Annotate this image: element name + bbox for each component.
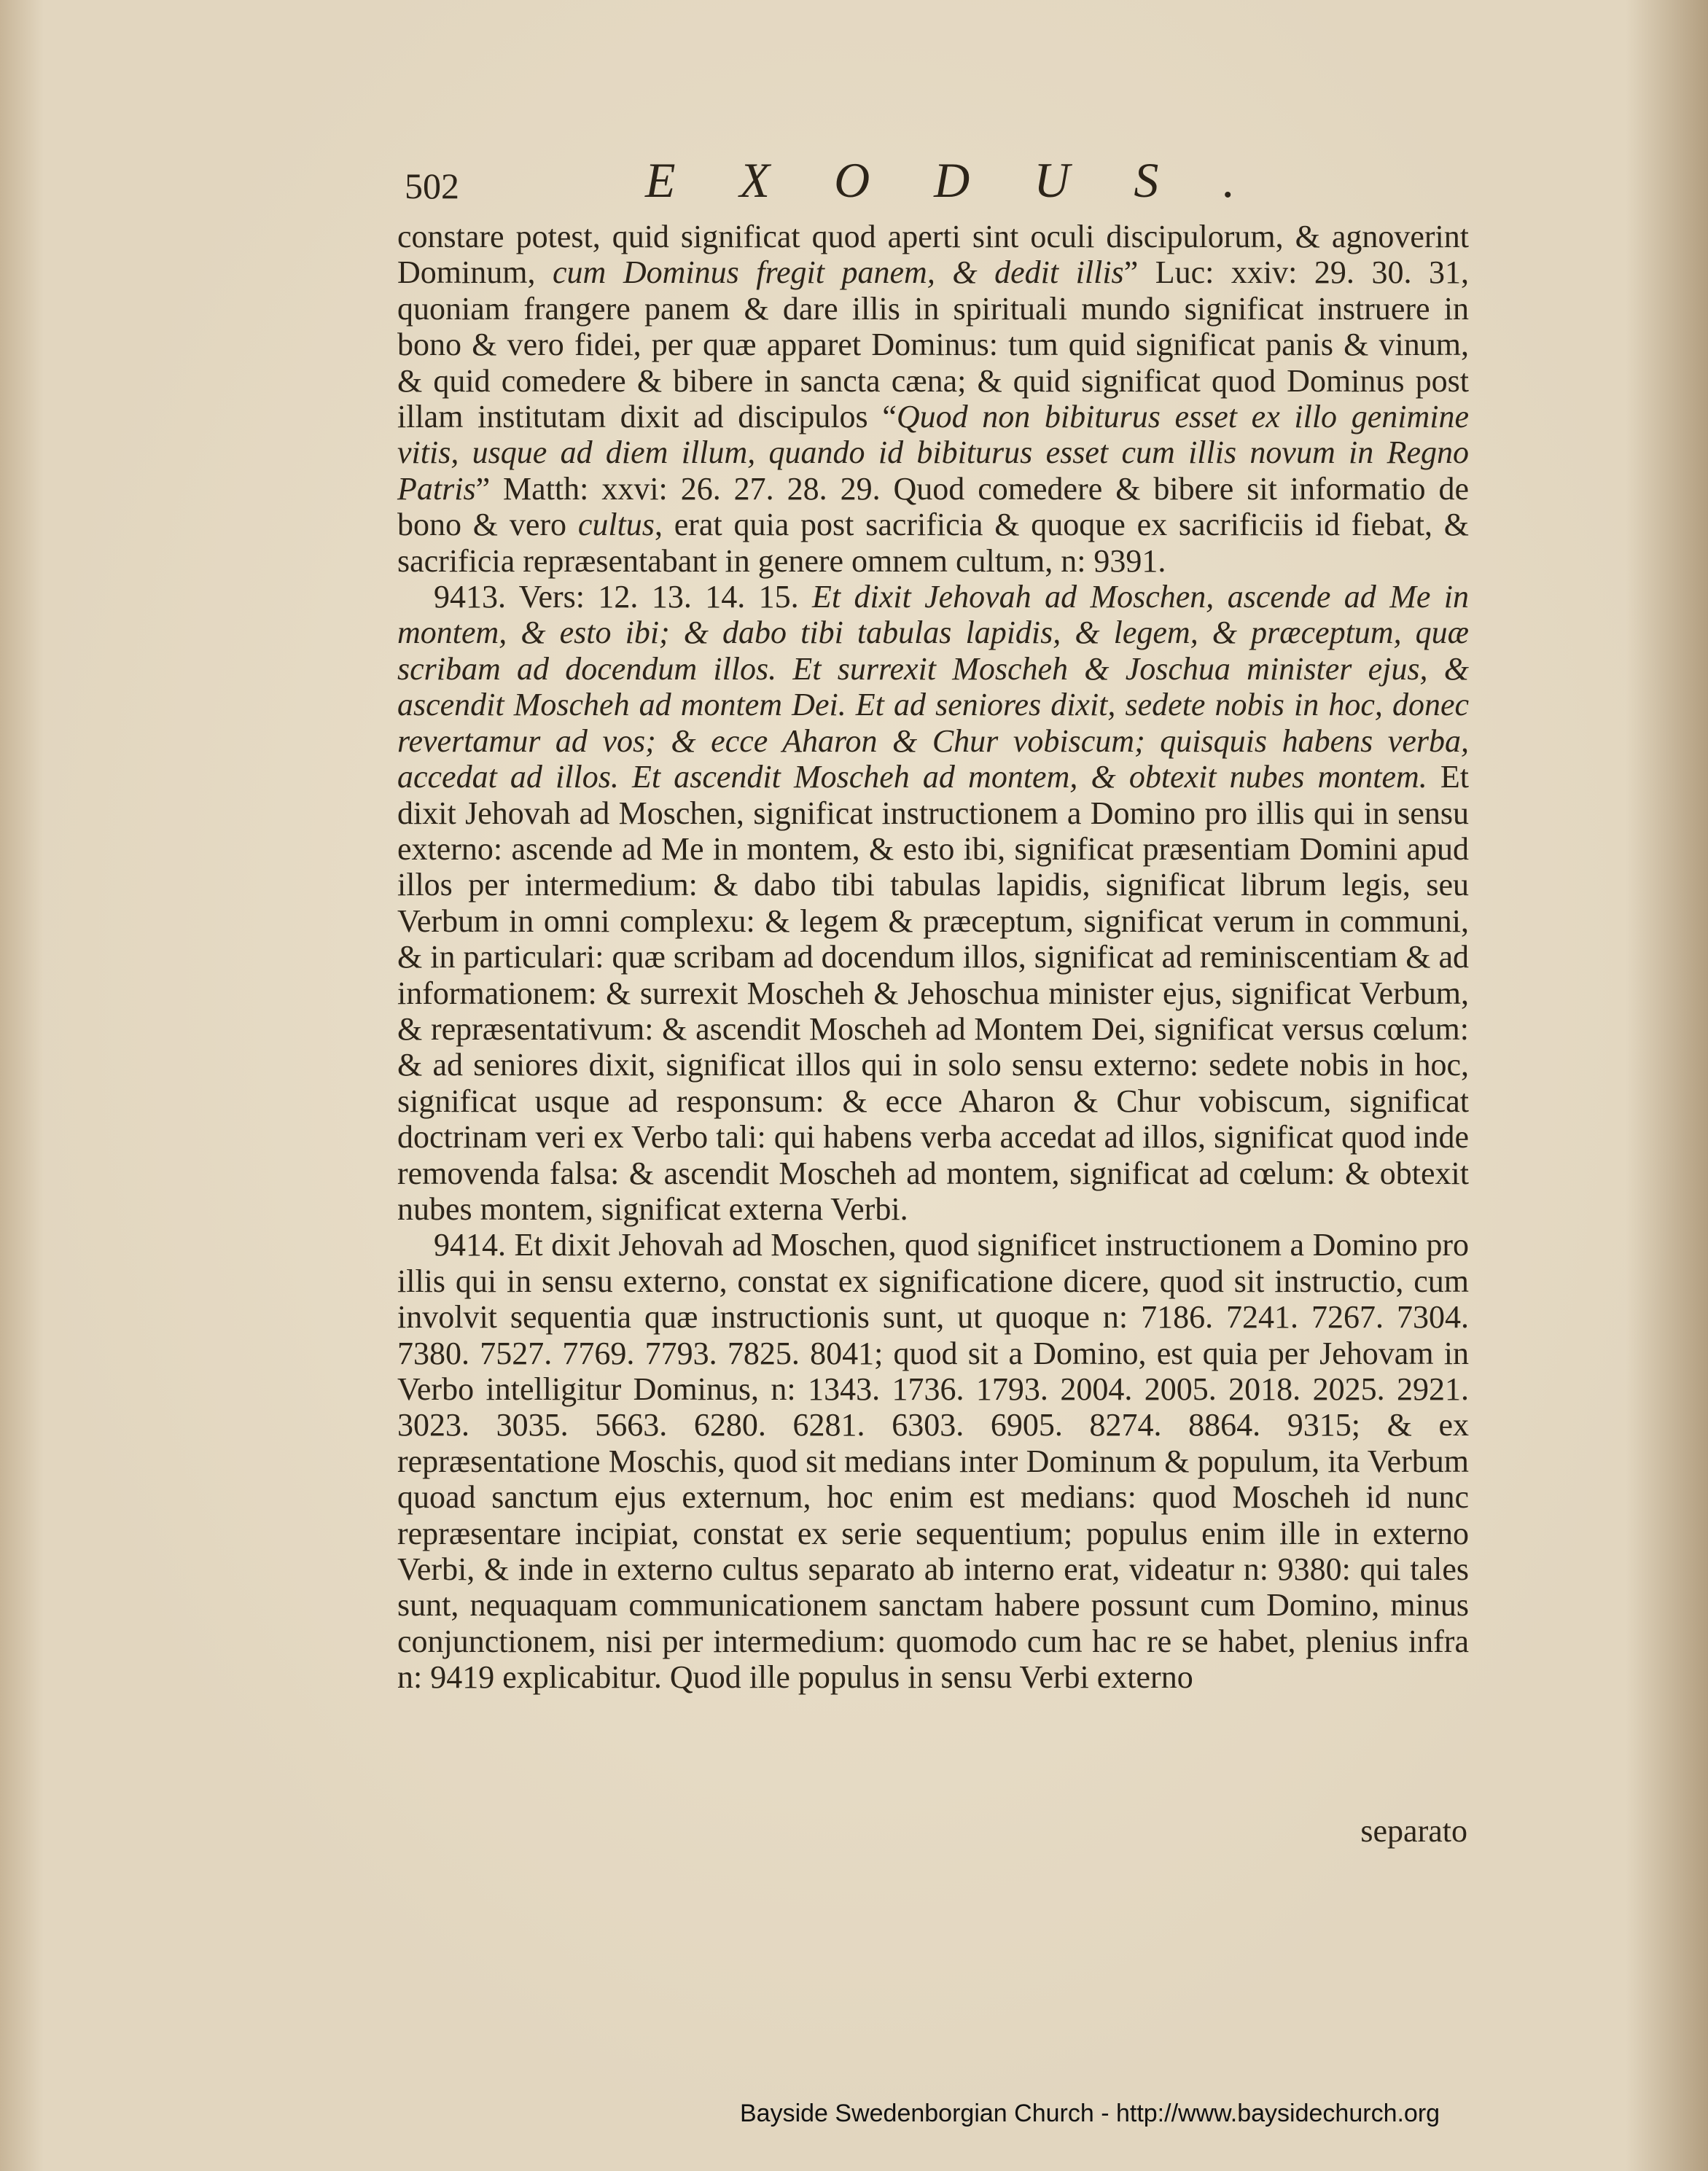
- italic-text-run: Et dixit Jehovah ad Moschen, ascende ad Me in montem, & esto ibi; & dabo tibi tabulas lapidis, & legem, & præceptum, quæ scribam ad docendum illos. Et surrexit Moscheh & Joschua minister ejus, & ascendit Moscheh ad montem Dei. Et ad seniores dixit, sedete nobis in hoc, donec revertamur ad vos; & ecce Aharon & Chur vobiscum; quisquis habens verba, accedat ad illos. Et ascendit Moscheh ad montem, & obtexit nubes montem.: [397, 579, 1469, 795]
- text-run: 9414. Et dixit Jehovah ad Moschen, quod significet instructionem a Domino pro illis qui in sensu externo, constat ex significatione dicere, quod sit instructio, cum involvit sequentia quæ instructionis sunt, ut quoque n: 7186. 7241. 7267. 7304. 7380. 7527. 7769. 7793. 7825. 8041; quod sit a Domino, est quia per Jehovam in Verbo intelligitur Dominus, n: 1343. 1736. 1793. 2004. 2005. 2018. 2025. 2921. 3023. 3035. 5663. 6280. 6281. 6303. 6905. 8274. 8864. 9315; & ex repræsentatione Moschis, quod sit medians inter Dominum & populum, ita Verbum quoad sanctum ejus externum, hoc enim est medians: quod Moscheh id nunc repræsentare incipiat, constat ex serie sequentium; populus enim ille in externo Verbi, & inde in externo cultus separato ab interno erat, videatur n: 9380: qui tales sunt, nequaquam communicationem sanctam habere possunt cum Domino, minus conjunctionem, nisi per intermedium: quomodo cum hac re se habet, plenius infra n: 9419 explicabitur. Quod ille populus in sensu Verbi externo: [397, 1227, 1469, 1696]
- body-text: [397, 219, 1469, 1696]
- italic-text-run: cultus: [577, 507, 655, 543]
- italic-text-run: cum Dominus fregit panem, & dedit illis: [553, 254, 1124, 291]
- text-run: 9413. Vers: 12. 13. 14. 15.: [434, 579, 812, 615]
- paragraph-9414: [397, 1227, 1469, 1695]
- page-number: 502: [405, 165, 459, 206]
- page-header: [405, 152, 1483, 217]
- text-run: constare potest, quid significat quod aperti sint oculi discipulorum, & agnoverint Dominum,: [397, 219, 1469, 291]
- text-run: , erat quia post sacrificia & quoque ex sacrificiis id fiebat, & sacrificia repræsentabant in genere omnem cultum, n: 9391.: [397, 507, 1469, 579]
- text-run: Et dixit Jehovah ad Moschen, significat instructionem a Domino pro illis qui in sensu externo: ascende ad Me in montem, & esto ibi, significat præsentiam Domini apud illos per intermedium: & dabo tibi tabulas lapidis, significat librum legis, seu Verbum in omni complexu: & legem & præceptum, significat verum in communi, & in particulari: quæ scribam ad docendum illos, significat ad reminiscentiam & ad informationem: & surrexit Moscheh & Jehoschua minister ejus, significat Verbum, & repræsentativum: & ascendit Moscheh ad Montem Dei, significat versus cœlum: & ad seniores dixit, significat illos qui in solo sensu externo: sedete nobis in hoc, significat usque ad responsum: & ecce Aharon & Chur vobiscum, significat doctrinam veri ex Verbo tali: qui habens verba accedat ad illos, significat quod inde removenda falsa: & ascendit Moscheh ad montem, significat ad cœlum: & obtexit nubes montem, significat externa Verbi.: [397, 759, 1469, 1227]
- paragraph-continuation: [397, 219, 1469, 579]
- paragraph-9413: [397, 579, 1469, 1227]
- text-run: ” Matth: xxvi: 26. 27. 28. 29. Quod comedere & bibere sit informatio de bono & vero: [397, 470, 1469, 543]
- running-head: EXODUS.: [645, 152, 1300, 208]
- source-watermark: Bayside Swedenborgian Church - http://www.baysidechurch.org: [740, 2100, 1440, 2127]
- catchword: separato: [1360, 1813, 1467, 1849]
- text-run: ” Luc: xxiv: 29. 30. 31, quoniam frangere panem & dare illis in spirituali mundo significat instruere in bono & vero fidei, per quæ apparet Dominus: tum quid significat panis & vinum, & quid comedere & bibere in sancta cæna; & quid significat quod Dominus post illam institutam dixit ad discipulos “: [397, 254, 1470, 435]
- italic-text-run: Quod non bibiturus esset ex illo genimine vitis, usque ad diem illum, quando id bibiturus esset cum illis novum in Regno Patris: [397, 399, 1469, 507]
